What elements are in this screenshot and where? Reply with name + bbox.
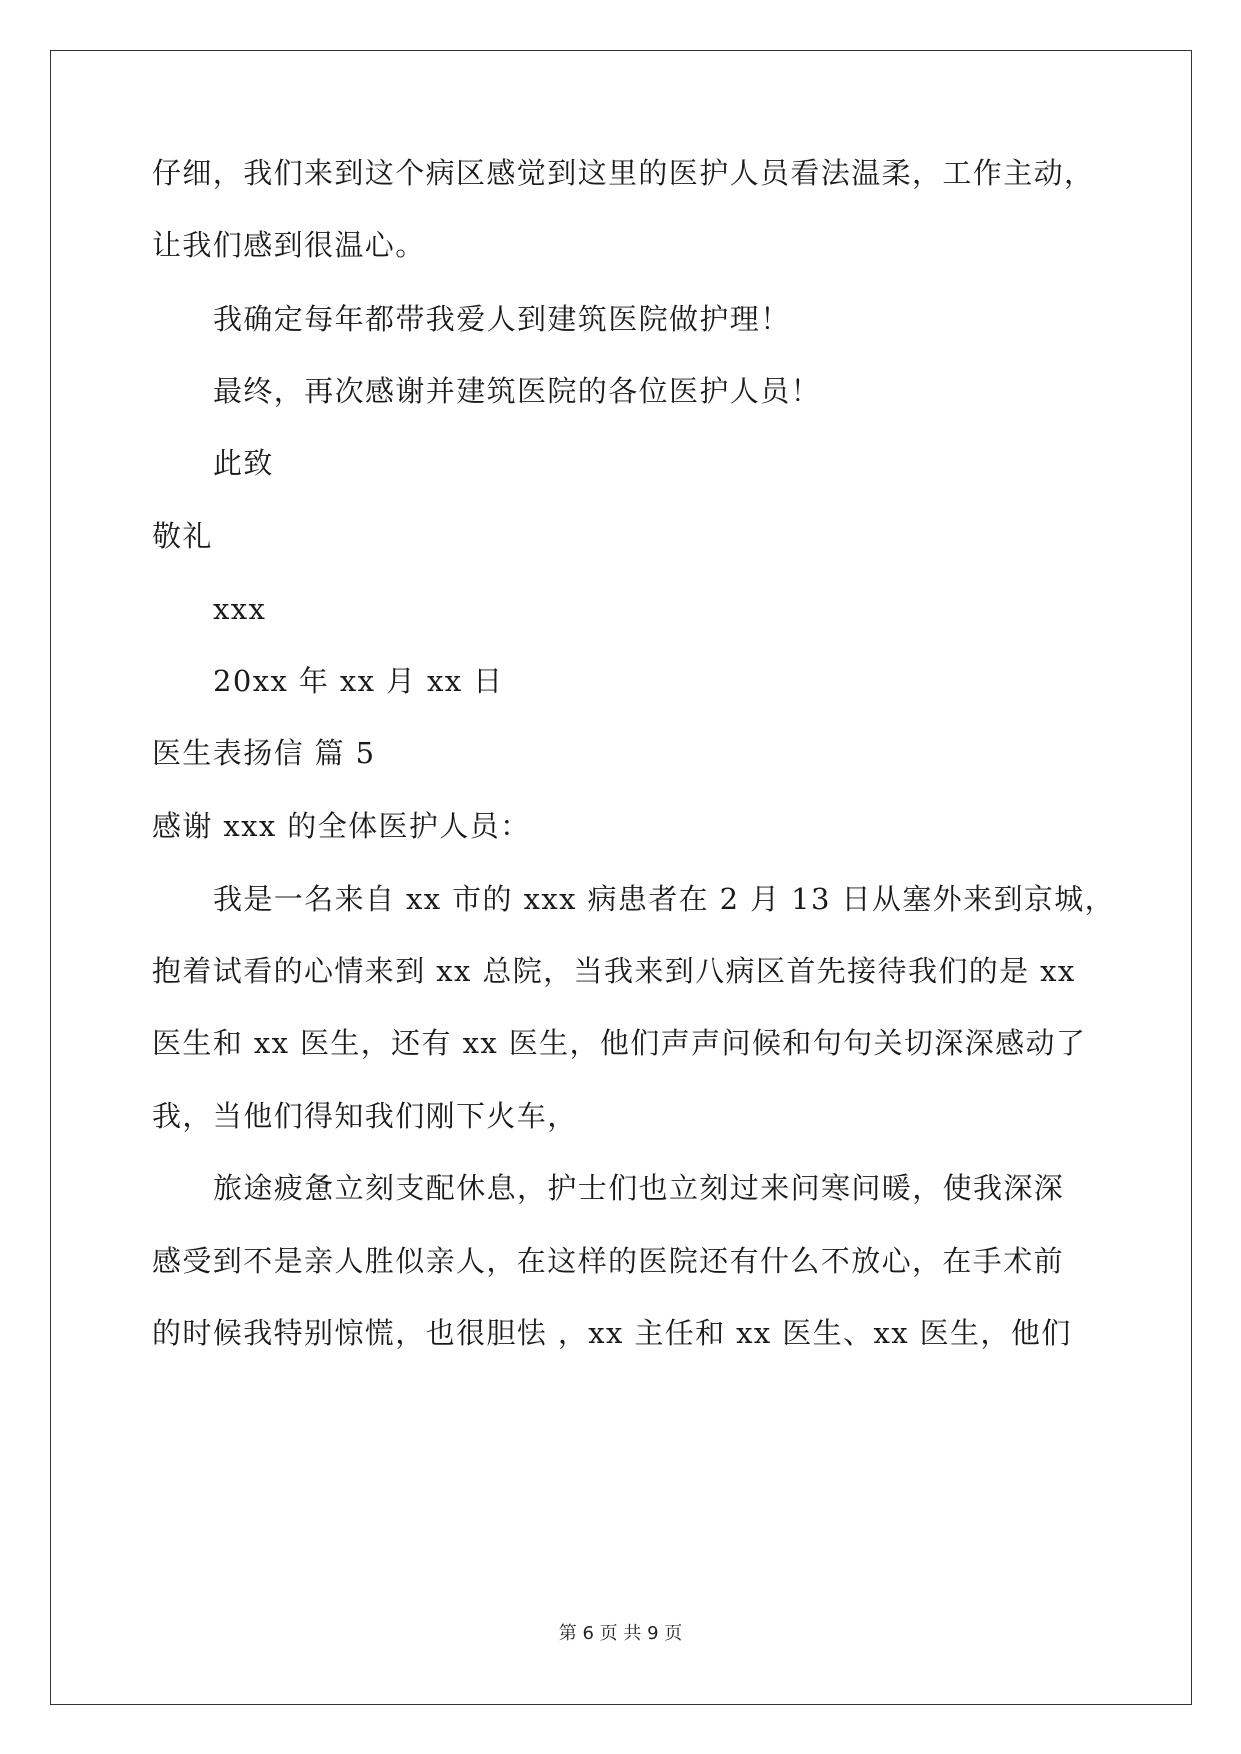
text-line: 医生和 xx 医生，还有 xx 医生，他们声声问候和句句关切深深感动了 xyxy=(152,1026,1087,1060)
salutation-line: 此致 xyxy=(213,446,274,480)
text-line: 旅途疲惫立刻支配休息，护士们也立刻过来问寒问暖，使我深深 xyxy=(213,1171,1065,1205)
text-line: 抱着试看的心情来到 xx 总院，当我来到八病区首先接待我们的是 xx xyxy=(152,954,1076,988)
text-line: 我，当他们得知我们刚下火车， xyxy=(152,1099,578,1133)
text-line: 我确定每年都带我爱人到建筑医院做护理！ xyxy=(213,302,791,336)
date-line: 20xx 年 xx 月 xx 日 xyxy=(213,664,504,698)
section-heading: 医生表扬信 篇 5 xyxy=(152,736,376,770)
text-line: 仔细，我们来到这个病区感觉到这里的医护人员看法温柔，工作主动， xyxy=(152,156,1095,190)
greeting-line: 感谢 xxx 的全体医护人员： xyxy=(152,809,531,843)
text-line: 感受到不是亲人胜似亲人，在这样的医院还有什么不放心，在手术前 xyxy=(152,1244,1065,1278)
signature-line: xxx xyxy=(213,592,267,626)
salutation-line: 敬礼 xyxy=(152,519,213,553)
page-number-footer: 第 6 页 共 9 页 xyxy=(558,1623,683,1644)
text-line: 最终，再次感谢并建筑医院的各位医护人员！ xyxy=(213,374,822,408)
text-line: 我是一名来自 xx 市的 xxx 病患者在 2 月 13 日从塞外来到京城， xyxy=(213,882,1116,916)
text-line: 让我们感到很温心。 xyxy=(152,228,426,262)
text-line: 的时候我特别惊慌，也很胆怯 ，xx 主任和 xx 医生、xx 医生，他们 xyxy=(152,1316,1072,1350)
